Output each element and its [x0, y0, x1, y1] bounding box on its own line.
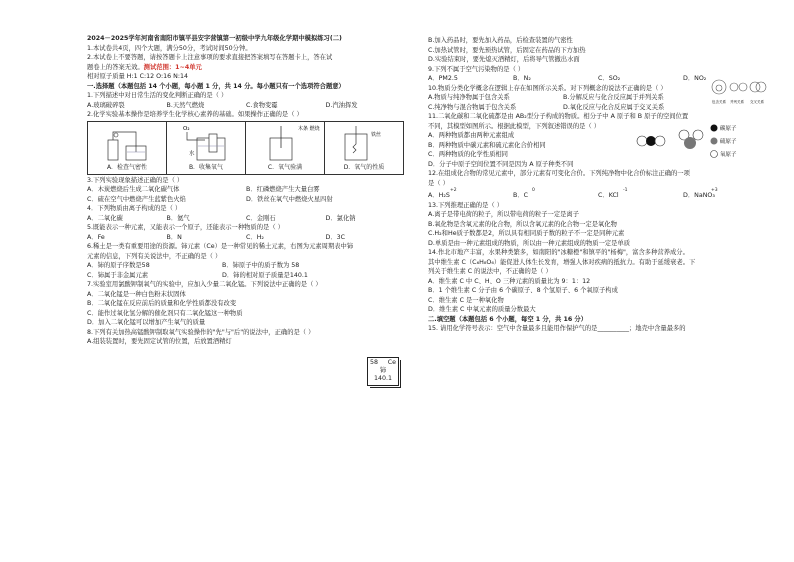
oxygen-collection-illustration: [167, 122, 245, 166]
q7-option-d: D．加入二氧化锰可以增加产生氧气的质量: [87, 319, 206, 326]
oxygen-property-illustration: [325, 122, 403, 166]
q12-options: [428, 188, 768, 201]
q12-valence-b: 0: [532, 188, 535, 193]
q6-stem-a: 6.稀土是一类有重要用途的资源。铈元素（Ce）是一种常见的稀土元素，右图为元素周期表中铈: [87, 243, 354, 250]
q2-fig-label-stick: 木条 燃烧: [298, 125, 320, 132]
section-1-heading: 一.选择题（本题包括 14 个小题，每小题 1 分，共 14 分。每小题只有一个选项符合题意）: [87, 82, 345, 90]
q9-option-c: C．SO₂: [598, 75, 621, 82]
q5-option-d: D．3C: [325, 233, 346, 241]
q1-options: [87, 101, 405, 111]
q14-stem-b: 其中维生素 C（C₆H₈O₆）能促进人体生长发育，增强人体对疾病的抵抗力。有助于延缓衰老。下: [428, 258, 696, 266]
so2-sulfur: [684, 137, 696, 149]
q12-stem-b: 是（ ）: [428, 179, 449, 187]
q2-caption-b: B．收集氧气: [188, 164, 224, 171]
q14-stem-c: 列关于维生素 C 的说法中，不正确的是（ ）: [428, 268, 552, 275]
oxygen-full-test-illustration: [246, 122, 324, 166]
q5-option-c: C．H₂: [246, 233, 264, 241]
parallel-circle-1: [730, 83, 738, 91]
q12-valence-c: -1: [623, 188, 628, 193]
q4-option-d: D．氯化钠: [325, 214, 356, 222]
q2-fig-label-o2: O₂: [183, 125, 190, 132]
q3-option-c: C．硫在空气中燃烧产生蓝紫色火焰: [87, 195, 186, 203]
q10-option-a: A.物质与纯净物属于包含关系: [428, 94, 510, 101]
test-range: 测试范围：1~4单元: [143, 63, 202, 71]
q12-option-d: D．NaNO₃: [683, 192, 715, 199]
q2-fig-d: [324, 122, 403, 174]
q8-option-d: D.实验结束时，要先熄灭酒精灯，后将导气管撤出水面: [428, 56, 580, 63]
so2-oxygen-right: [693, 130, 703, 140]
q5-option-b: B．N: [166, 233, 182, 241]
q9-stem: 9.下列不属于空气污染物的是（ ）: [428, 65, 525, 73]
q7-option-a: A．二氧化锰是一种白色粉末状固体: [87, 290, 186, 298]
q2-caption-a: A．检查气密性: [106, 164, 148, 171]
q3-option-b: B．红磷燃烧产生大量白雾: [246, 186, 320, 193]
q10-option-b: B.分解反应与化合反应属于并列关系: [563, 94, 664, 101]
q6-stem-b: 元素的信息，下列有关说法中，不正确的是（ ）: [87, 252, 222, 260]
q4-option-a: A．二氧化碳: [87, 214, 123, 222]
q1-option-d: D.汽油挥发: [325, 101, 358, 109]
q1-option-a: A.玻璃破碎裂: [87, 101, 125, 109]
q13-option-a: A.离子是带电荷的粒子，所以带电荷的粒子一定是离子: [428, 211, 580, 218]
q5-stem: 5.既能表示一种元素，又能表示一个原子，还能表示一种物质的是（ ）: [87, 224, 284, 231]
q11-stem-b: 不同，其模型如图所示。根据此模型，下列叙述错误的是（ ）: [428, 122, 601, 130]
q8-option-a: A.组装装置时，要先固定试管的位置，后放置酒精灯: [87, 338, 232, 345]
q2-fig-label-wire: 铁丝: [371, 131, 382, 138]
q14-option-a: A．维生素 C 中 C、H、O 三种元素的质量比为 9：1：12: [428, 277, 591, 285]
q4-options: [87, 214, 405, 224]
q11-molecule-models: [628, 121, 748, 165]
q2-caption-d: D．氧气的性质: [343, 164, 385, 171]
q6-option-a: A．铈的原子序数是58: [87, 262, 150, 269]
q11-option-d: D．分子中原子空间位置不同是因为 A 原子种类不同: [428, 160, 574, 168]
q11-option-c: C．两种物质的化学性质相同: [428, 151, 508, 158]
q6-option-b: B．铈原子中的质子数为 58: [222, 262, 300, 269]
q13-option-b: B.氧化物是含氧元素的化合物，所以含氧元素的化合物一定是氧化物: [428, 220, 617, 228]
q14-option-c: C．维生素 C 是一种氧化物: [428, 296, 504, 304]
legend-carbon-label: 碳原子: [720, 126, 737, 132]
legend-carbon-dot: [711, 125, 718, 132]
q3-option-a: A．木炭燃烧后生成二氧化碳气体: [87, 186, 180, 193]
q8-option-b: B.加入药品时，要先加入药品，后检查装置的气密性: [428, 37, 573, 44]
contain-outer-circle: [712, 80, 726, 94]
cerium-mass: 140.1: [373, 375, 393, 382]
q5-options: [87, 233, 405, 243]
diagram-label-cross: 交叉关系: [750, 100, 764, 104]
parallel-circle-2: [739, 83, 747, 91]
q12-option-c: C．KCl: [598, 192, 619, 199]
diagram-label-parallel: 并列关系: [730, 100, 744, 104]
q11-stem-a: 11.二氧化碳和二氧化硫都是由 AB₂型分子构成的物质。相分子中 A 原子和 B 原子的空间位置: [428, 113, 689, 120]
q14-stem-a: 14.作北市地产丰富，水果种类繁多，如南阳的"冰糖橙"和镇平的"杨梅"，富含多种营养成分。: [428, 249, 689, 256]
q9-option-b: B．N₂: [513, 75, 531, 82]
q4-option-b: B．氦气: [166, 214, 190, 222]
q10-option-d: D.氧化反应与化合反应属于交叉关系: [563, 103, 665, 111]
q11-option-a: A．两种物质都由两种元素组成: [428, 132, 515, 139]
q9-option-d: D．NO₂: [683, 75, 707, 82]
q12-valence-d: +3: [711, 188, 718, 193]
left-column: [87, 34, 405, 347]
q7-option-c: C．能作过氧化氢分解的催化剂只有二氧化锰这一种物质: [87, 309, 243, 317]
q12-option-a: A．H₂S: [428, 192, 450, 199]
q2-fig-a: [88, 122, 166, 174]
q3-stem: 3.下列实验现象描述正确的是（ ）: [87, 176, 184, 184]
q7-stem: 7.实验室用氯酸钾制氧气的实验中，应加入少量二氧化锰。下列说法中正确的是（ ）: [87, 281, 322, 288]
co2-carbon: [646, 136, 656, 146]
q2-fig-c: [245, 122, 324, 174]
right-column: [428, 36, 768, 334]
q10-relation-diagram: [710, 77, 768, 111]
note-2b: 题卷上的答案无效。: [87, 63, 144, 71]
cross-circle-2: [756, 82, 766, 92]
q13-stem: 13.下列推理正确的是（ ）: [428, 201, 503, 209]
q10-option-c: C.纯净物与混合物属于包含关系: [428, 103, 517, 111]
q13-option-c: C.H₂和He质子数都是2，所以具有相同质子数的粒子不一定是同种元素: [428, 230, 625, 237]
q4-option-c: C．金刚石: [246, 214, 276, 222]
q2-caption-c: C．氧气验满: [267, 164, 303, 171]
q1-option-b: B.天然气燃烧: [166, 101, 205, 109]
paper-title: 2024－2025学年河南省南阳市镇平县安字营镇第一初级中学九年级化学期中模拟练习(二): [87, 35, 342, 42]
atomic-masses: 相对原子质量 H:1 C:12 O:16 N:14: [87, 73, 189, 80]
q10-stem: 10.物质分类化学概念在逻辑上存在如图所示关系。对下列概念的说法不正确的是（ ）: [428, 84, 667, 92]
cerium-number: 58: [370, 359, 379, 366]
co2-oxygen-left: [637, 136, 647, 146]
q15-stem: 15. 请用化学符号表示：空气中含量最多且能用作保护气的是__________；地壳中含量最多的: [428, 325, 686, 332]
legend-sulfur-dot: [711, 138, 718, 145]
legend-sulfur-label: 硫原子: [720, 139, 737, 145]
q2-fig-label-water: 水: [189, 150, 195, 157]
diagram-label-contain: 包含关系: [712, 100, 726, 104]
q2-figure-table: [87, 121, 404, 175]
q2-fig-b: [166, 122, 245, 174]
q13-option-d: D.单质是由一种元素组成的物质，所以由一种元素组成的物质一定是单质: [428, 239, 631, 247]
q3-option-d: D．铁丝在氧气中燃烧火星四射: [246, 195, 333, 203]
legend-oxygen-label: 氧原子: [720, 152, 737, 158]
q14-option-b: B．1 个维生素 C 分子由 6 个碳原子、8 个氢原子、6 个氧原子构成: [428, 287, 618, 294]
co2-oxygen-right: [655, 136, 665, 146]
cerium-element-card: [367, 357, 399, 386]
q9-option-a: A．PM2.5: [428, 75, 458, 82]
q12-valence-a: +2: [450, 188, 457, 193]
q8-option-c: C.加热试管时，要先预热试管，后固定在药品的下方加热: [428, 46, 586, 54]
q4-stem: 4．下列物质由离子构成的是（ ）: [87, 205, 182, 212]
q11-option-b: B．两种物质中碳元素和硫元素化合价相同: [428, 141, 546, 149]
q12-stem-a: 12.在组成化合物的常见元素中，部分元素有可变化合价。下列纯净物中化合价标注正确的一项: [428, 170, 690, 177]
q6-option-d: D．铈的相对原子质量是140.1: [222, 271, 308, 279]
q6-option-c: C．铈属于非金属元素: [87, 271, 149, 279]
q7-option-b: B．二氧化锰在反应前后的质量和化学性质都没有改变: [87, 300, 237, 307]
q2-stem: 2.化学实验基本操作是培养学生化学核心素养的基础。如果操作正确的是（ ）: [87, 111, 303, 118]
q8-stem: 8.下列有关加热高锰酸钾制取氧气实验操作的"先"与"后"的说法中，正确的是（ ）: [87, 328, 315, 336]
note-2a: 2.本试卷上不要答题，请按答题卡上注意事项的要求直接把答案填写在答题卡上，答在试: [87, 54, 333, 61]
q1-stem: 1.下列描述中对日常生活的变化判断正确的是（ ）: [87, 92, 228, 99]
contain-inner-circle: [716, 85, 722, 91]
cross-circle-1: [750, 82, 760, 92]
cerium-symbol: Ce: [387, 359, 396, 366]
note-1: 1.本试卷共4页，四个大题，满分50分，考试时间50分钟。: [87, 44, 252, 52]
q5-option-a: A．Fe: [87, 233, 105, 241]
airtight-check-illustration: [88, 122, 166, 166]
q14-option-d: D．维生素 C 中氧元素的质量分数最大: [428, 306, 536, 313]
q1-option-c: C.食物变霉: [246, 101, 278, 109]
cerium-name: 铈: [379, 367, 387, 374]
legend-oxygen-dot: [711, 151, 718, 158]
q12-option-b: B．C: [513, 192, 529, 199]
section-2-heading: 二.填空题（本题包括 6 个小题，每空 1 分，共 16 分）: [428, 315, 588, 323]
